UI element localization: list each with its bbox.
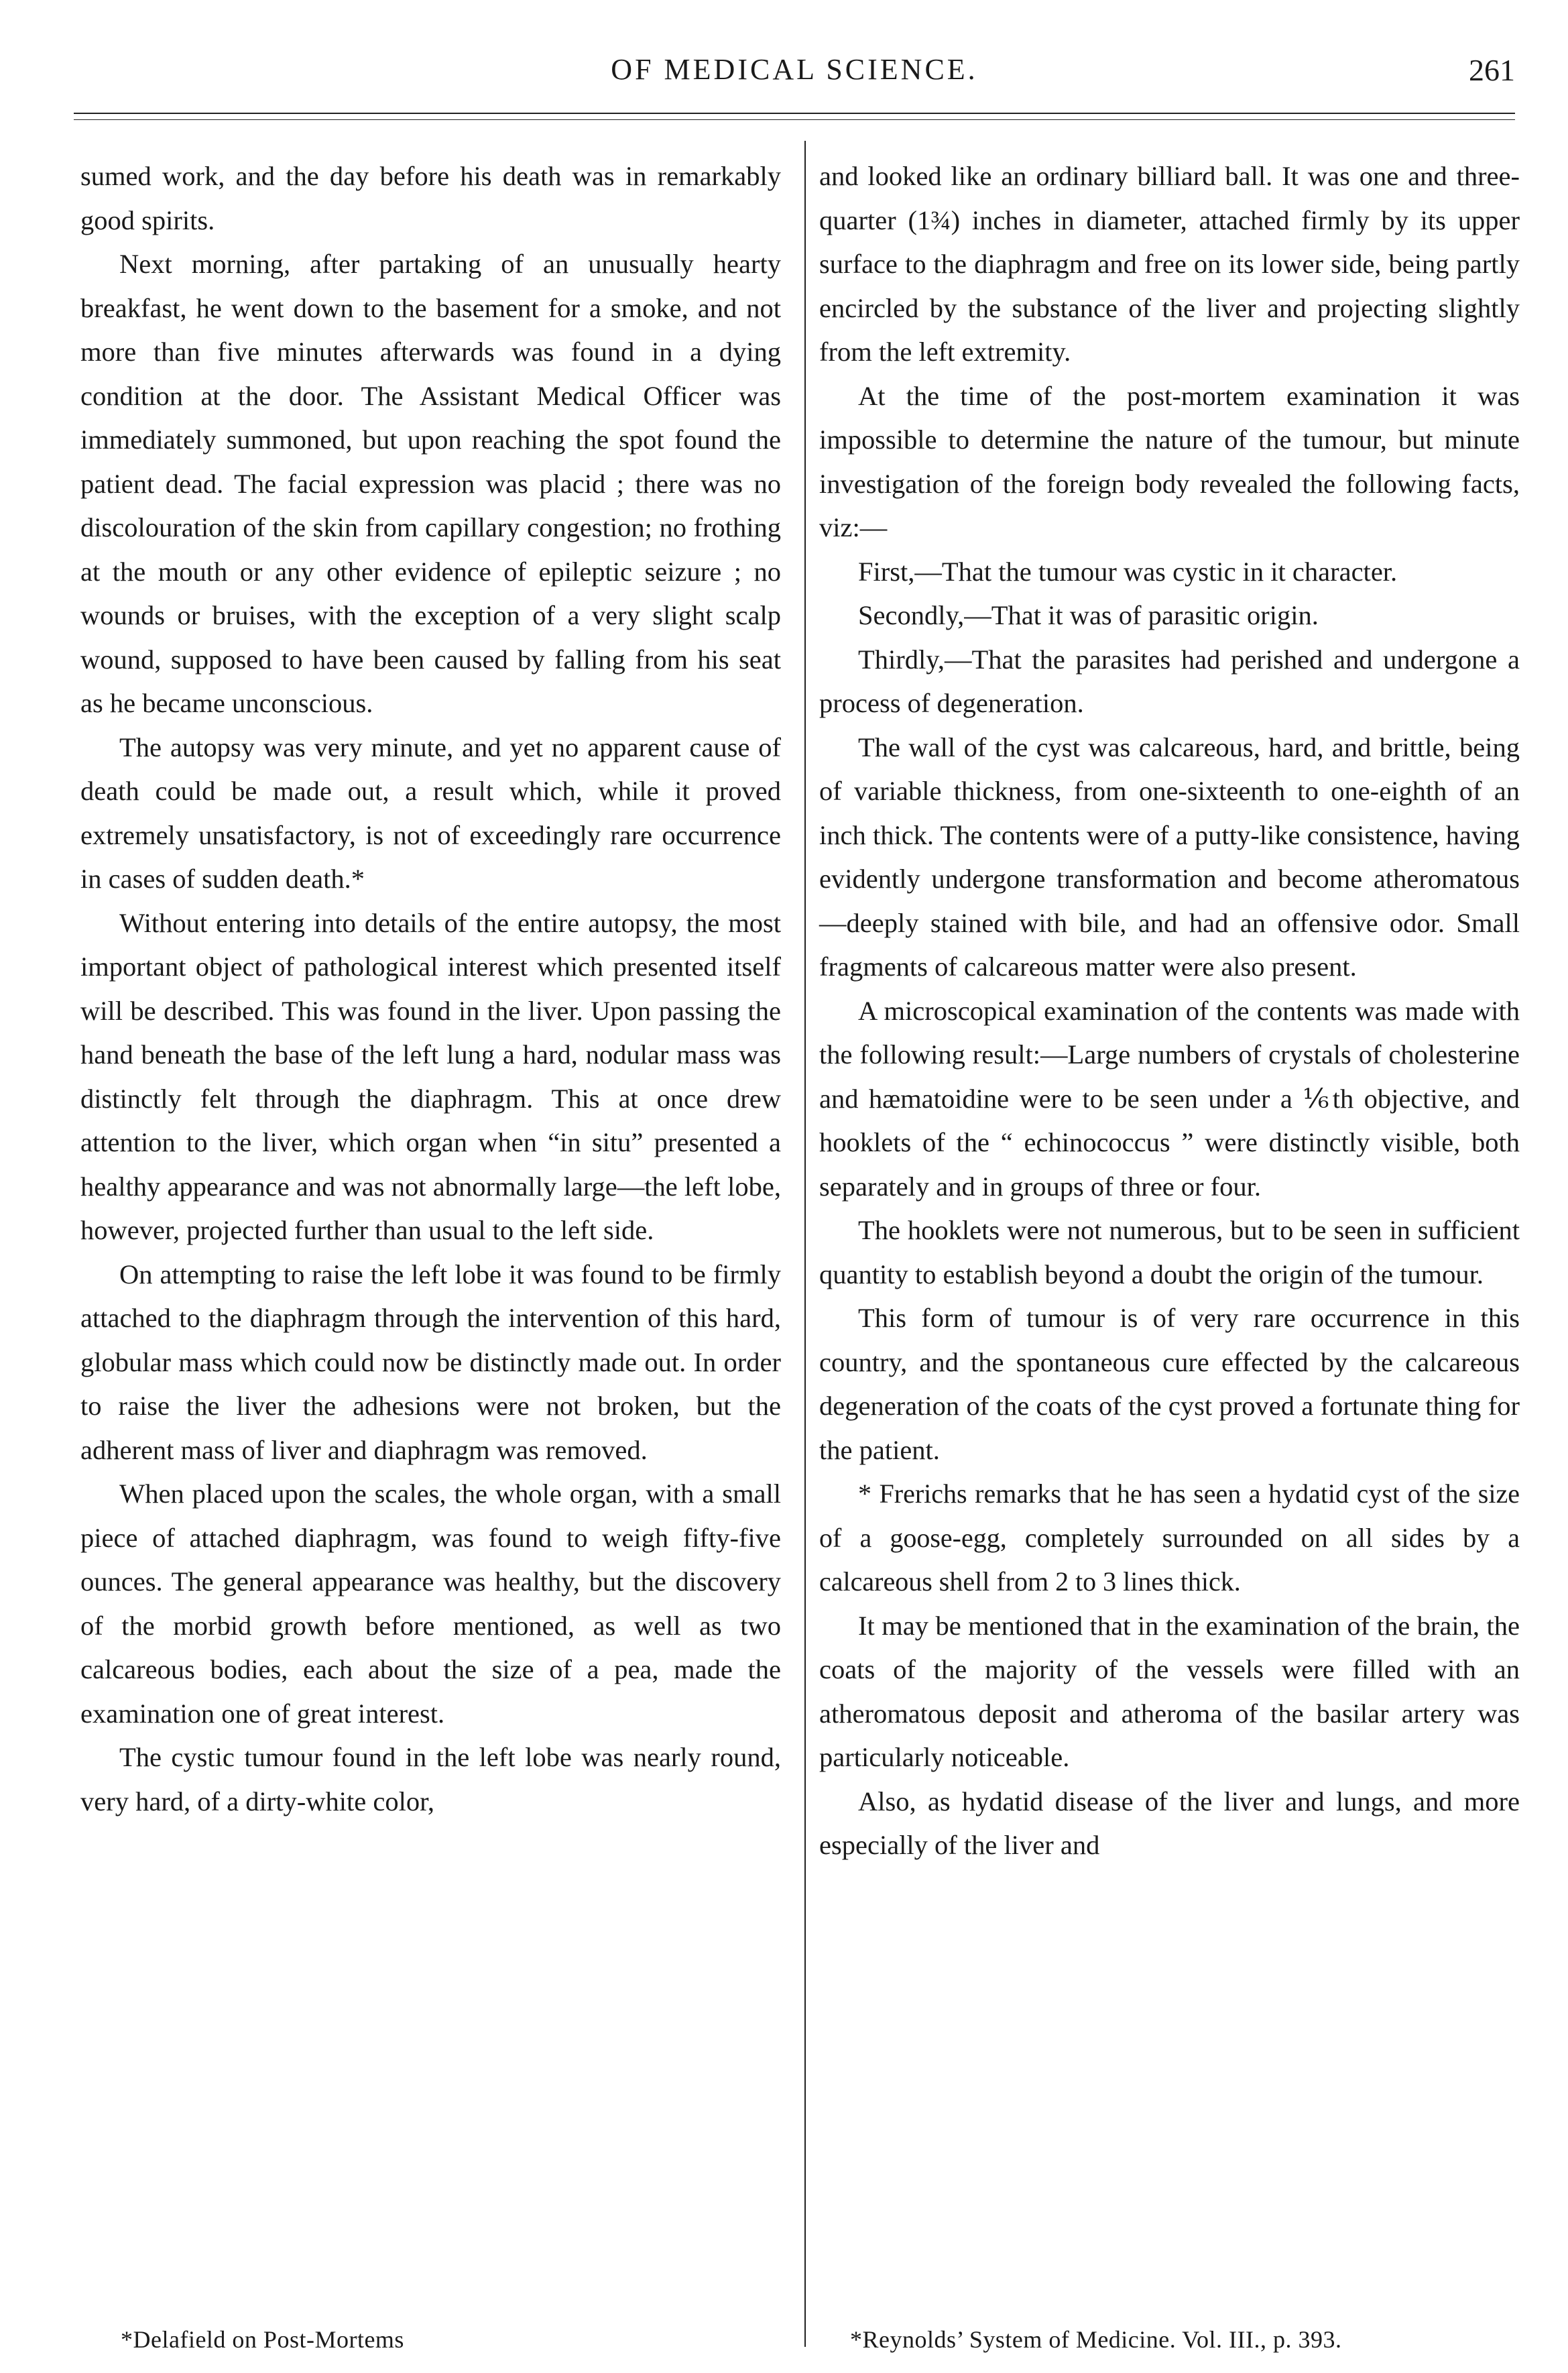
paragraph: Without entering into details of the entire autopsy, the most important object of pathological interest which presented itself will be described. This was found in the liver. Upon passing the hand beneath the base of the left lung a hard, nodular mass was distinctly felt through the diaphragm. This at once drew attention to the liver, which organ when “in situ” presented a healthy appearance and was not abnormally large—the left lobe, however, projected further than usual to the left side.: [80, 907, 781, 1245]
paragraph: At the time of the post-mortem examination it was impossible to determine the nature of the tumour, but minute investigation of the foreign body revealed the following facts, viz:—: [819, 380, 1520, 542]
paragraph: sumed work, and the day before his death was in remarkably good spirits.: [80, 161, 781, 235]
footnote-left: *Delafield on Post-Mortems: [121, 2326, 404, 2353]
inline-footnote: * Frerichs remarks that he has seen a hydatid cyst of the size of a goose-egg, completely surrounded on all sides by a calcareous shell from 2 to 3 lines thick.: [819, 1479, 1520, 1597]
page-number: 261: [1469, 53, 1515, 87]
running-title: OF MEDICAL SCIENCE.: [611, 53, 978, 86]
paragraph: The wall of the cyst was calcareous, hard, and brittle, being of variable thickness, from one-sixteenth to one-eighth of an inch thick. The contents were of a putty-like consistence, having evidently undergone transformation and become atheromatous—deeply stained with bile, and had an offensive odor. Small fragments of calcareous matter were also present.: [819, 732, 1520, 982]
paragraph: Also, as hydatid disease of the liver and lungs, and more especially of the liver and: [819, 1786, 1520, 1860]
left-column: [80, 154, 781, 1823]
running-head: [74, 52, 1515, 93]
right-column: [819, 154, 1520, 1867]
paragraph: and looked like an ordinary billiard ball. It was one and three-quarter (1¾) inches in diameter, attached firmly by its upper surface to the diaphragm and free on its lower side, being partly encircled by the substance of the liver and projecting slightly from the left extremity.: [819, 161, 1520, 367]
paragraph: Thirdly,—That the parasites had perished and undergone a process of degeneration.: [819, 644, 1520, 718]
paragraph: A microscopical examination of the contents was made with the following result:—Large numbers of crystals of cholesterine and hæmatoidine were to be seen under a ⅙th objective, and hooklets of the “ echinococcus ” were distinctly visible, both separately and in groups of three or four.: [819, 995, 1520, 1202]
footnote-right: *Reynolds’ System of Medicine. Vol. III., p. 393.: [850, 2326, 1342, 2353]
paragraph: First,—That the tumour was cystic in it character.: [858, 556, 1398, 587]
paragraph: This form of tumour is of very rare occurrence in this country, and the spontaneous cure effected by the calcareous degeneration of the coats of the cyst proved a fortunate thing for the patient.: [819, 1303, 1520, 1465]
column-divider: [804, 141, 806, 2347]
paragraph: The cystic tumour found in the left lobe was nearly round, very hard, of a dirty-white color,: [80, 1742, 781, 1816]
paragraph: It may be mentioned that in the examination of the brain, the coats of the majority of the vessels were filled with an atheromatous deposit and atheroma of the basilar artery was particularly noticeable.: [819, 1610, 1520, 1772]
paragraph: When placed upon the scales, the whole organ, with a small piece of attached diaphragm, was found to weigh fifty-five ounces. The general appearance was healthy, but the discovery of the morbid growth before mentioned, as well as two calcareous bodies, each about the size of a pea, made the examination one of great interest.: [80, 1479, 781, 1729]
paragraph: Next morning, after partaking of an unusually hearty breakfast, he went down to the basement for a smoke, and not more than five minutes afterwards was found in a dying condition at the door. The Assistant Medical Officer was immediately summoned, but upon reaching the spot found the patient dead. The facial expression was placid ; there was no discolouration of the skin from capillary congestion; no frothing at the mouth or any other evidence of epileptic seizure ; no wounds or bruises, with the exception of a very slight scalp wound, supposed to have been caused by falling from his seat as he became unconscious.: [80, 249, 781, 718]
paragraph: The autopsy was very minute, and yet no apparent cause of death could be made out, a result which, while it proved extremely unsatisfactory, is not of exceedingly rare occurrence in cases of sudden death.*: [80, 732, 781, 894]
header-rule: [74, 113, 1515, 120]
paragraph: The hooklets were not numerous, but to be seen in sufficient quantity to establish beyond a doubt the origin of the tumour.: [819, 1215, 1520, 1289]
paragraph: On attempting to raise the left lobe it was found to be firmly attached to the diaphragm through the intervention of this hard, globular mass which could now be distinctly made out. In order to raise the liver the adhesions were not broken, but the adherent mass of liver and diaphragm was removed.: [80, 1259, 781, 1465]
paragraph: Secondly,—That it was of parasitic origin.: [858, 600, 1319, 630]
